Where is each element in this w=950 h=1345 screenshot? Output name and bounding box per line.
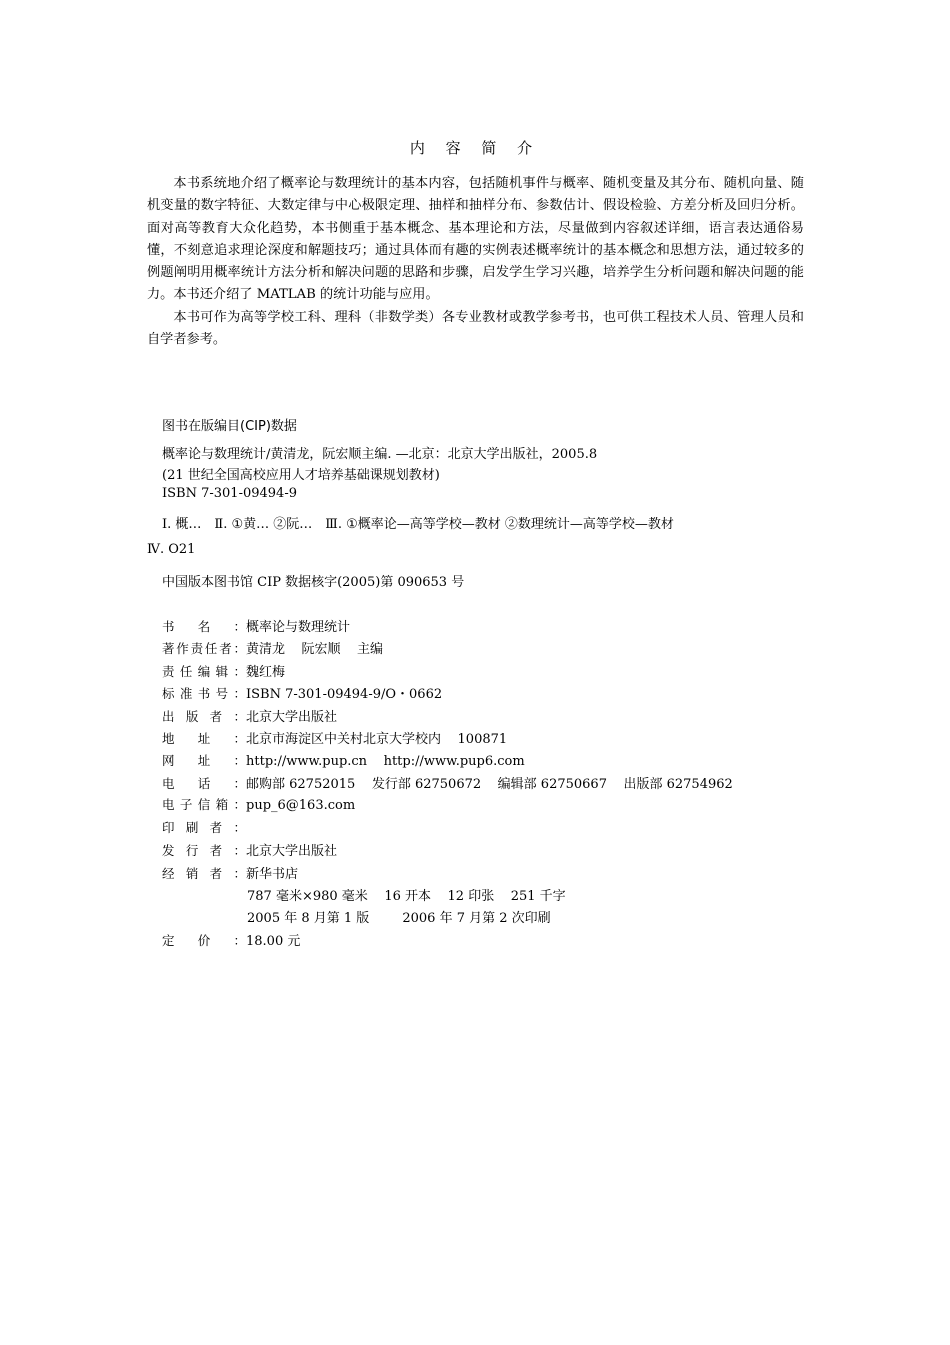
info-row-address (162, 728, 507, 747)
info-row-website (162, 751, 525, 769)
info-label: 发行者： (162, 843, 246, 858)
info-label: 定价： (162, 933, 246, 948)
cip-isbn: ISBN 7-301-09494-9 (162, 486, 297, 501)
info-value: 新华书店 (246, 867, 299, 882)
info-label: 经销者： (162, 866, 246, 881)
info-row-isbn (162, 683, 442, 702)
info-row-price (162, 930, 300, 949)
cip-line: 概率论与数理统计/黄清龙，阮宏顺主编. —北京：北京大学出版社，2005.8 (162, 447, 598, 462)
info-spec: 787 毫米×980 毫米 16 开本 12 印张 251 千字 (247, 889, 566, 904)
cip-header: 图书在版编目(CIP)数据 (162, 419, 297, 434)
info-value: 黄清龙 阮宏顺 主编 (246, 642, 384, 657)
info-value: pup_6@163.com (246, 798, 356, 813)
intro-body (147, 173, 804, 351)
info-value: 魏红梅 (246, 665, 286, 680)
info-row-seller (162, 863, 298, 882)
info-label: 出版者： (162, 709, 246, 724)
info-value: 18.00 元 (246, 934, 301, 949)
info-value: 北京市海淀区中关村北京大学校内 100871 (246, 732, 508, 747)
cip-verification: 中国版本图书馆 CIP 数据核字(2005)第 090653 号 (162, 575, 465, 590)
info-row-publisher (162, 706, 337, 725)
info-label: 印刷者： (162, 820, 246, 835)
info-value: http://www.pup.cn http://www.pup6.com (246, 754, 525, 769)
info-row-email (162, 795, 355, 813)
info-edition: 2005 年 8 月第 1 版 2006 年 7 月第 2 次印刷 (247, 911, 551, 926)
info-label: 书名： (162, 619, 246, 634)
cip-series: (21 世纪全国高校应用人才培养基础课规划教材) (162, 468, 440, 483)
info-label: 地址： (162, 731, 246, 746)
cip-classification-cont: Ⅳ. O21 (147, 542, 196, 557)
info-value: 概率论与数理统计 (246, 620, 351, 635)
info-label: 标准书号： (162, 686, 246, 701)
info-value: 邮购部 62752015 发行部 62750672 编辑部 62750667 出版部 62754962 (246, 777, 733, 792)
info-row-phone (162, 773, 733, 792)
info-value: ISBN 7-301-09494-9/O・0662 (246, 687, 443, 702)
info-row-authors (162, 638, 383, 657)
info-label: 电子信箱： (162, 797, 246, 812)
info-label: 网址： (162, 753, 246, 768)
intro-paragraph: 本书系统地介绍了概率论与数理统计的基本内容，包括随机事件与概率、随机变量及其分布、随机向量、随机变量的数字特征、大数定律与中心极限定理、抽样和抽样分布、参数估计、假设检验、方差分析及回归分析。面对高等教育大众化趋势，本书侧重于基本概念、基本理论和方法，尽量做到内容叙述详细，语言表达通俗易懂，不刻意追求理论深度和解题技巧；通过具体而有趣的实例表述概率统计的基本概念和思想方法，通过较多的例题阐明用概率统计方法分析和解决问题的思路和步骤，启发学生学习兴趣，培养学生分析问题和解决问题的能力。本书还介绍了 MATLAB 的统计功能与应用。 (147, 176, 804, 303)
info-label: 责任编辑： (162, 664, 246, 679)
info-row-distributor (162, 840, 337, 859)
info-row-editor (162, 661, 285, 680)
info-value: 北京大学出版社 (246, 710, 338, 725)
intro-paragraph: 本书可作为高等学校工科、理科（非数学类）各专业教材或教学参考书，也可供工程技术人员、管理人员和自学者参考。 (147, 309, 804, 348)
info-value: 北京大学出版社 (246, 844, 338, 859)
info-row-printer (162, 818, 246, 836)
info-label: 著作责任者： (162, 641, 246, 656)
info-label: 电话： (162, 776, 246, 791)
page-title: 内 容 简 介 (409, 139, 541, 157)
cip-classification: Ⅰ. 概… Ⅱ. ①黄… ②阮… Ⅲ. ①概率论—高等学校—教材 ②数理统计—高等学校—教材 (162, 517, 674, 532)
info-row-title (162, 616, 350, 635)
